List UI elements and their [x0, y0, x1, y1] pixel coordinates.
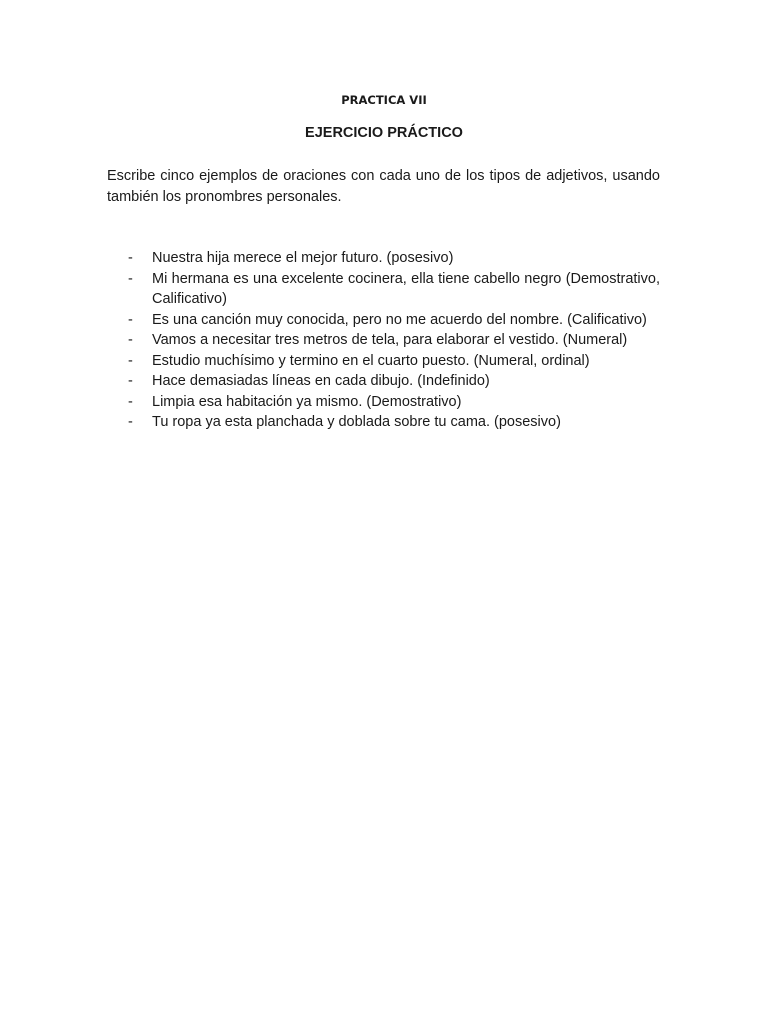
- bullet-dash: -: [128, 270, 133, 287]
- bullet-dash: -: [128, 373, 133, 389]
- list-item: [125, 412, 660, 433]
- bullet-dash: -: [128, 393, 133, 410]
- list-item: [125, 248, 660, 269]
- list-item: [125, 330, 660, 351]
- instructions-paragraph: Escribe cinco ejemplos de oraciones con cada uno de los tipos de adjetivos, usando también los pronombres personales.: [107, 168, 660, 205]
- list-item: [125, 310, 660, 331]
- example-text: Limpia esa habitación ya mismo. (Demostrativo): [152, 393, 462, 410]
- example-list: [125, 248, 660, 433]
- list-item: [125, 269, 660, 310]
- example-text: Nuestra hija merece el mejor futuro. (posesivo): [152, 250, 454, 266]
- bullet-dash: -: [128, 414, 133, 430]
- example-text: Vamos a necesitar tres metros de tela, para elaborar el vestido. (Numeral): [152, 332, 628, 348]
- document-subtitle: EJERCICIO PRÁCTICO: [305, 125, 463, 141]
- list-item: [125, 371, 660, 392]
- bullet-dash: -: [128, 311, 133, 328]
- example-text: Mi hermana es una excelente cocinera, ella tiene cabello negro (Demostrativo, Calificativo): [152, 270, 660, 307]
- example-text: Hace demasiadas líneas en cada dibujo. (Indefinido): [152, 373, 490, 389]
- example-text: Tu ropa ya esta planchada y doblada sobre tu cama. (posesivo): [152, 414, 561, 430]
- bullet-dash: -: [128, 332, 133, 348]
- example-text: Estudio muchísimo y termino en el cuarto puesto. (Numeral, ordinal): [152, 352, 590, 369]
- document-title: PRACTICA VII: [341, 93, 427, 107]
- list-item: [125, 392, 660, 413]
- list-item: [125, 351, 660, 372]
- example-text: Es una canción muy conocida, pero no me acuerdo del nombre. (Calificativo): [152, 311, 647, 328]
- bullet-dash: -: [128, 352, 133, 369]
- bullet-dash: -: [128, 250, 133, 266]
